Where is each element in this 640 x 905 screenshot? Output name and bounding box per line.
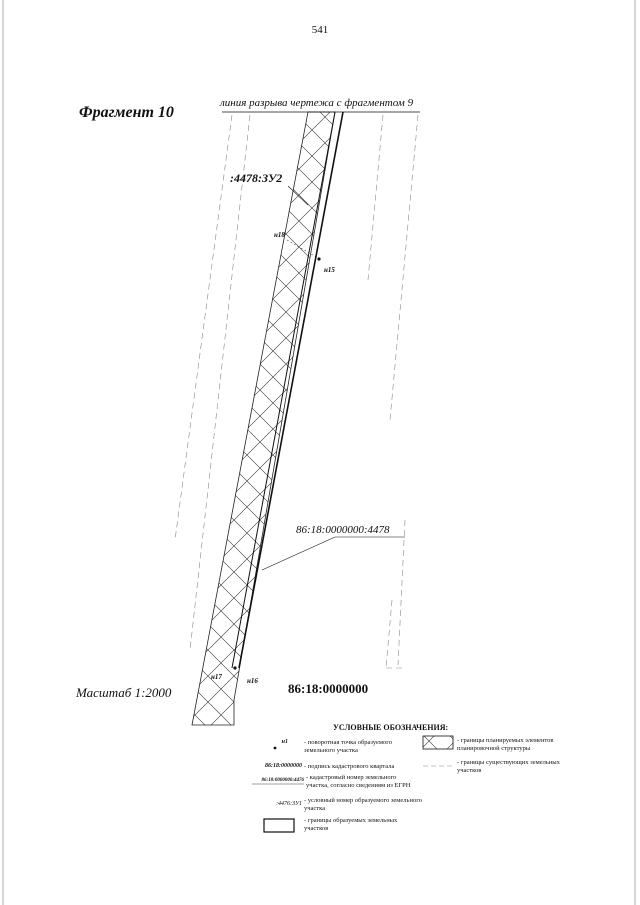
legend-sample-point-label: н1	[281, 739, 288, 745]
legend-title: УСЛОВНЫЕ ОБОЗНАЧЕНИЯ:	[333, 723, 449, 732]
quarter-number: 86:18:0000000	[288, 681, 369, 696]
parcel-number: 86:18:0000000:4478	[296, 524, 390, 536]
parcel-boundary-outer	[239, 112, 343, 668]
break-line-label: линия разрыва чертежа с фрагментом 9	[220, 97, 414, 109]
fragment-title: Фрагмент 10	[79, 104, 174, 121]
parcel-boundary-inner	[232, 112, 335, 668]
planning-structure-area	[192, 112, 335, 725]
parcel-number-leader	[262, 537, 335, 570]
legend-text-conditional: - условный номер образуемого земельного участка	[304, 797, 422, 812]
point-label-n15: н15	[324, 266, 335, 274]
legend-sample-conditional: :4476:ЗУ1	[276, 801, 302, 807]
legend-text-point: - поворотная точка образуемого земельного участка	[304, 739, 392, 754]
legend-boundary-sample	[264, 819, 294, 832]
legend-text-quarter: - подпись кадастрового квартала	[304, 763, 395, 770]
legend-text-existing-boundaries: - границы существующих земельных участков	[457, 759, 560, 774]
legend-point-sample	[274, 747, 277, 750]
point-label-n17: н17	[211, 673, 222, 681]
legend-sample-quarter: 86:18:0000000	[265, 763, 302, 769]
plot-label: :4478:ЗУ2	[230, 171, 283, 185]
point-n16-marker	[233, 666, 236, 669]
legend-text-formed-boundaries: - границы образуемых земельных участков	[304, 817, 398, 832]
point-label-n16: н16	[247, 677, 258, 685]
legend-text-cadastral: - кадастровый номер земельного участка, согласно сведениям из ЕГРН	[306, 774, 411, 789]
legend-text-planning-elements: - границы планируемых элементов планировочной структуры	[457, 737, 554, 752]
legend-sample-cadastral: 86:18:0000000:4476	[261, 778, 304, 783]
legend-hatch-sample	[423, 736, 453, 749]
point-n15-marker	[317, 257, 320, 260]
point-label-n18: н18	[274, 231, 285, 239]
scale-label: Масштаб 1:2000	[76, 685, 172, 700]
page-number: 541	[311, 24, 329, 36]
